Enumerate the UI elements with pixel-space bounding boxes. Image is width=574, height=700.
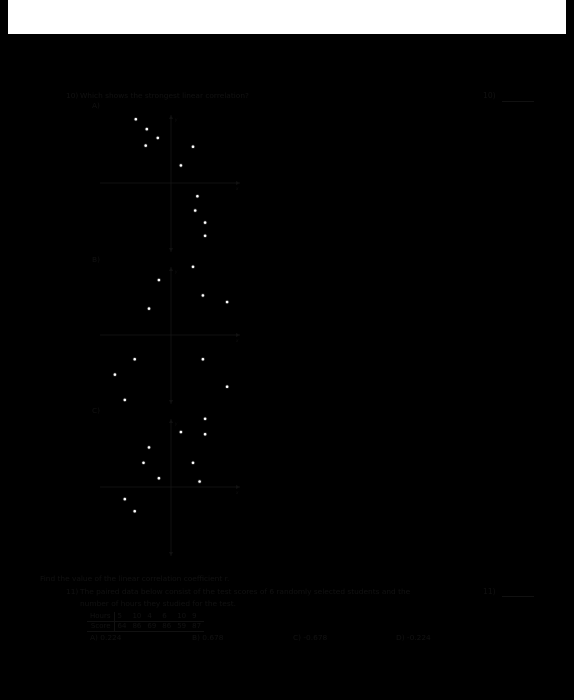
option-a-label: A) <box>92 101 100 110</box>
previous-page-bottom <box>8 0 566 34</box>
data-point <box>196 195 199 198</box>
q10-question: Which shows the strongest linear correlation? <box>80 91 249 100</box>
x-axis-arrow <box>236 333 240 337</box>
choice-c[interactable]: C) -0.678 <box>293 633 328 642</box>
choice-a[interactable]: A) 0.224 <box>90 633 122 642</box>
choice-b[interactable]: B) 0.678 <box>192 633 224 642</box>
x-axis-letter: x <box>236 186 239 191</box>
x-axis-arrow <box>236 485 240 489</box>
hours-score-table <box>87 612 204 632</box>
data-point <box>144 144 147 147</box>
x-axis-letter: x <box>236 490 239 495</box>
q11-number: 11) <box>66 587 79 596</box>
table-cell: 87 <box>189 622 204 632</box>
data-point <box>191 145 194 148</box>
data-point <box>191 265 194 268</box>
scatter-plot-b <box>90 262 250 415</box>
data-point <box>147 307 150 310</box>
data-point <box>123 497 126 500</box>
table-cell: 9 <box>189 612 204 622</box>
q10-answer-line[interactable] <box>502 101 534 102</box>
y-axis-arrow-down <box>169 552 173 556</box>
data-point <box>201 294 204 297</box>
data-point <box>203 221 206 224</box>
scatter-plot-c <box>90 414 250 564</box>
data-point <box>157 278 160 281</box>
choice-d[interactable]: D) -0.224 <box>396 633 431 642</box>
data-point <box>191 461 194 464</box>
data-point <box>179 164 182 167</box>
q11-answer-line[interactable] <box>502 596 534 597</box>
y-axis-arrow-up <box>169 267 173 271</box>
table-cell: 86 <box>129 622 144 632</box>
y-axis-arrow-up <box>169 115 173 119</box>
table-row <box>87 612 204 622</box>
data-point <box>133 358 136 361</box>
data-point <box>225 385 228 388</box>
hours-row-label: Hours <box>87 612 114 622</box>
data-point <box>145 127 148 130</box>
y-axis-letter: y <box>175 269 178 274</box>
table-cell: 69 <box>144 622 159 632</box>
data-point <box>203 417 206 420</box>
data-point <box>113 373 116 376</box>
data-point <box>123 398 126 401</box>
table-cell: 10 <box>129 612 144 622</box>
data-point <box>203 433 206 436</box>
data-point <box>198 480 201 483</box>
table-cell: 64 <box>114 622 129 632</box>
data-point <box>134 118 137 121</box>
y-axis-letter: y <box>175 117 178 122</box>
find-r-instruction: Find the value of the linear correlation coefficient r. <box>40 574 230 583</box>
data-point <box>203 234 206 237</box>
table-cell: 10 <box>174 612 189 622</box>
option-c-label: C) <box>92 406 101 415</box>
y-axis-arrow-up <box>169 419 173 423</box>
table-cell: 86 <box>159 622 174 632</box>
data-point <box>133 510 136 513</box>
option-b-label: B) <box>92 255 100 264</box>
scatter-plot-a <box>90 110 250 260</box>
x-axis-arrow <box>236 181 240 185</box>
q10-number: 10) <box>66 91 79 100</box>
data-point <box>147 446 150 449</box>
data-point <box>225 300 228 303</box>
data-point <box>201 358 204 361</box>
data-point <box>157 477 160 480</box>
q11-text-line2: number of hours they studied for the test. <box>80 599 236 608</box>
data-point <box>194 209 197 212</box>
score-row-label: Score <box>87 622 114 632</box>
x-axis-letter: x <box>236 338 239 343</box>
y-axis-letter: y <box>175 421 178 426</box>
table-row <box>87 622 204 632</box>
table-cell: 5 <box>114 612 129 622</box>
q11-answer-label: 11) <box>483 587 496 596</box>
q11-text-line1: The paired data below consist of the test scores of 6 randomly selected students and the <box>80 587 411 596</box>
table-cell: 59 <box>174 622 189 632</box>
y-axis-arrow-down <box>169 248 173 252</box>
data-point <box>142 461 145 464</box>
q10-answer-label: 10) <box>483 91 496 100</box>
data-point <box>156 136 159 139</box>
y-axis-arrow-down <box>169 400 173 404</box>
table-cell: 4 <box>144 612 159 622</box>
table-cell: 6 <box>159 612 174 622</box>
data-point <box>179 430 182 433</box>
